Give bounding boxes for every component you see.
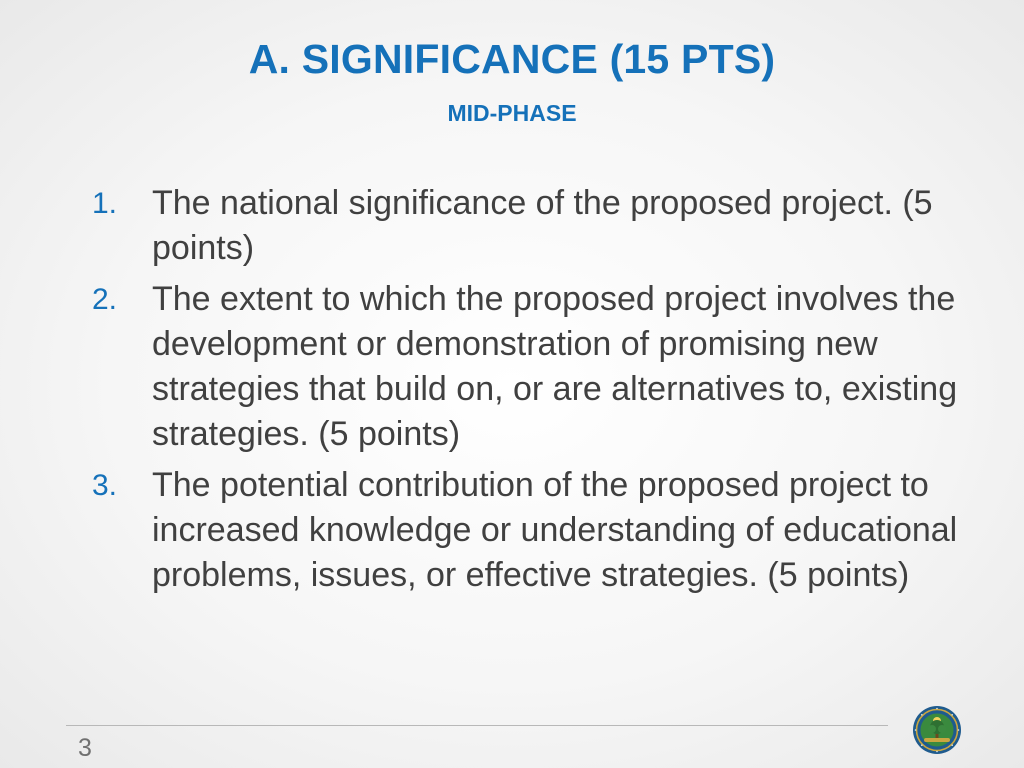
criteria-item-text: The national significance of the proposed project. (5 points) bbox=[152, 184, 933, 267]
criteria-item bbox=[92, 277, 972, 457]
criteria-item-text: The potential contribution of the proposed project to increased knowledge or understanding of educational problems, issues, or effective strategies. (5 points) bbox=[152, 466, 958, 594]
slide-title: A. SIGNIFICANCE (15 PTS) bbox=[248, 36, 776, 82]
criteria-item-number: 3. bbox=[92, 469, 118, 502]
criteria-item-number: 2. bbox=[92, 283, 118, 316]
criteria-item-text: The extent to which the proposed project involves the development or demonstration of promising new strategies that build on, or are alternatives to, existing strategies. (5 points) bbox=[152, 280, 958, 453]
us-department-of-education-seal-icon bbox=[912, 705, 962, 755]
criteria-item-number: 1. bbox=[92, 187, 118, 220]
slide-subtitle: MID-PHASE bbox=[447, 100, 577, 126]
criteria-list bbox=[92, 181, 972, 604]
page-number: 3 bbox=[78, 734, 92, 762]
footer-divider bbox=[66, 725, 888, 726]
criteria-item bbox=[92, 463, 972, 598]
criteria-item bbox=[92, 181, 972, 271]
